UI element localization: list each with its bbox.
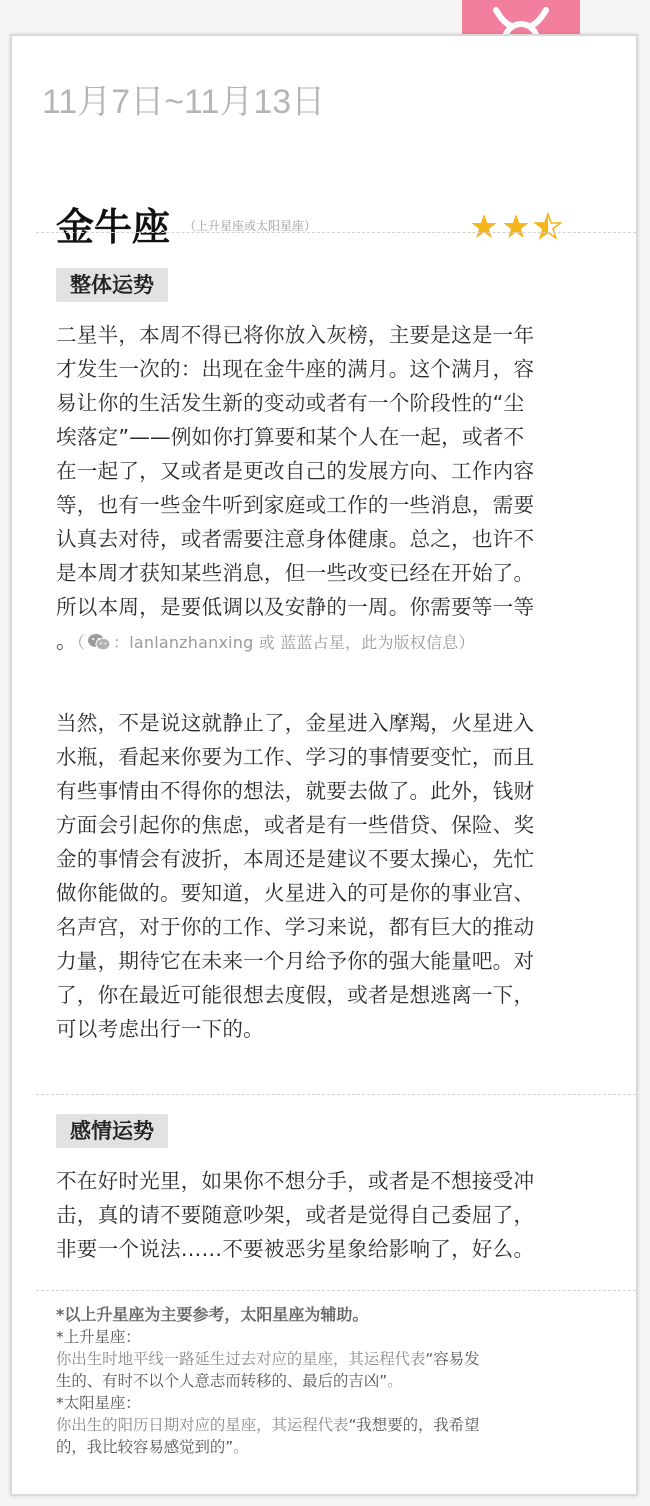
- section-title-love: 感情运势: [56, 1114, 168, 1148]
- text-fragment: 。: [56, 629, 77, 653]
- sun-sign-desc-line: [56, 1436, 616, 1458]
- sign-subtitle: （上升星座或太阳星座）: [184, 219, 317, 233]
- wechat-icon: [87, 633, 111, 651]
- text-line: 是本周才获知某些消息，但一些改变已经在开始了。: [56, 561, 535, 585]
- text-fragment: 生的、有时不以个人意志而转移的、最后的吉凶”: [56, 1372, 388, 1390]
- text-line: 金的事情会有波折，本周还是建议不要太操心，先忙: [56, 847, 535, 871]
- star-icon: [472, 214, 497, 238]
- text-line: 击，真的请不要随意吵架，或者是觉得自己委屈了，: [56, 1203, 535, 1227]
- rising-sign-label: *上升星座：: [56, 1328, 141, 1346]
- date-range: 11月7日~11月13日: [42, 83, 326, 121]
- footnote-headline: *以上升星座为主要参考，太阳星座为辅助。: [56, 1305, 369, 1324]
- star-rating: [470, 212, 570, 242]
- text-fragment: 的，我比较容易感觉到的”: [56, 1438, 234, 1456]
- text-line: 名声宫，对于你的工作、学习来说，都有巨大的推动: [56, 915, 535, 939]
- text-line: 方面会引起你的焦虑，或者是有一些借贷、保险、奖: [56, 813, 535, 837]
- text-line: 认真去对待，或者需要注意身体健康。总之，也许不: [56, 527, 535, 551]
- overall-paragraph-1: [56, 318, 616, 660]
- text-line: 才发生一次的：出现在金牛座的满月。这个满月，容: [56, 357, 535, 381]
- text-line: 力量，期待它在未来一个月给予你的强大能量吧。对: [56, 949, 535, 973]
- divider: [36, 232, 636, 233]
- text-fragment: 。: [233, 1438, 249, 1456]
- copyright-notice: [77, 633, 475, 652]
- text-fragment: 你出生的阳历日期对应的星座，其运程代表: [56, 1416, 349, 1434]
- copyright-text: ：lanlanzhanxing 或 蓝蓝占星，此为版权信息）: [113, 633, 475, 652]
- overall-paragraph-2: [56, 706, 616, 1046]
- text-fragment: “容易发: [425, 1350, 480, 1368]
- text-line: 水瓶，看起来你要为工作、学习的事情要变忙，而且: [56, 745, 535, 769]
- rising-sign-desc-line: [56, 1370, 616, 1392]
- text-fragment: 。: [387, 1372, 403, 1390]
- divider: [36, 1094, 636, 1095]
- text-fragment: 你出生时地平线一路延生过去对应的星座，其运程代表: [56, 1350, 426, 1368]
- text-line: 不在好时光里，如果你不想分手，或者是不想接受冲: [56, 1169, 535, 1193]
- horoscope-card: [10, 34, 638, 1496]
- sun-sign-desc-line: [56, 1414, 616, 1436]
- divider: [36, 1290, 636, 1291]
- text-line: 埃落定”——例如你打算要和某个人在一起，或者不: [56, 425, 525, 449]
- text-line: 有些事情由不得你的想法，就要去做了。此外，钱财: [56, 779, 535, 803]
- text-line: 在一起了，又或者是更改自己的发展方向、工作内容: [56, 459, 535, 483]
- text-line: 所以本周，是要低调以及安静的一周。你需要等一等: [56, 595, 535, 619]
- sun-sign-label: *太阳星座：: [56, 1394, 141, 1412]
- text-line: 非要一个说法……不要被恶劣星象给影响了，好么。: [56, 1237, 535, 1261]
- text-line: 当然，不是说这就静止了，金星进入摩羯，火星进入: [56, 711, 535, 735]
- text-line: 可以考虑出行一下的。: [56, 1017, 264, 1041]
- rising-sign-desc-line: [56, 1348, 616, 1370]
- footnotes: [56, 1304, 616, 1458]
- love-paragraph: [56, 1164, 616, 1266]
- copyright-open: （: [76, 633, 85, 652]
- text-line: 了，你在最近可能很想去度假，或者是想逃离一下，: [56, 983, 535, 1007]
- text-line: 二星半，本周不得已将你放入灰榜，主要是这是一年: [56, 323, 535, 347]
- text-line: 等，也有一些金牛听到家庭或工作的一些消息，需要: [56, 493, 535, 517]
- sign-title: 金牛座: [56, 205, 171, 249]
- text-line: 做你能做的。要知道，火星进入的可是你的事业宫、: [56, 881, 535, 905]
- section-title-overall: 整体运势: [56, 268, 168, 302]
- copyright-line: [56, 624, 616, 660]
- text-fragment: “我想要的，我希望: [348, 1416, 480, 1434]
- star-icon: [504, 214, 529, 238]
- text-line: 易让你的生活发生新的变动或者有一个阶段性的“尘: [56, 391, 525, 415]
